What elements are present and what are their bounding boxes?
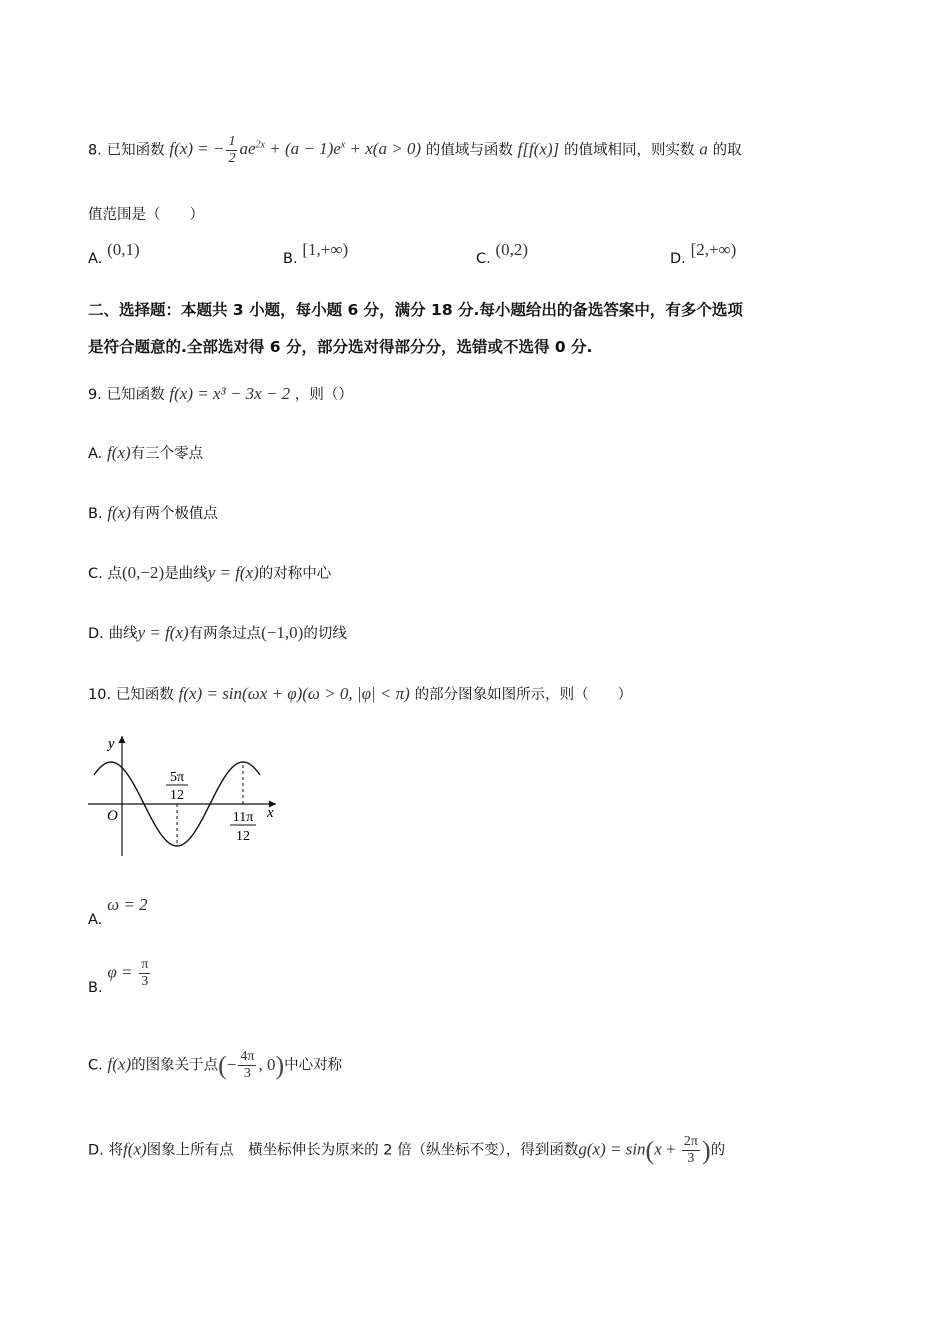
q8-mid: 的值域与函数 [425,142,513,159]
q9-option-d[interactable]: D. 曲线y = f(x)有两条过点(−1,0)的切线 [88,623,347,642]
q8-tail: 的值域相同，则实数 [564,142,695,159]
q9-option-c[interactable]: C. 点(0,−2)是曲线y = f(x)的对称中心 [88,563,332,582]
q8-end: 的取 [712,142,742,159]
q8-option-d[interactable]: D. [2,+∞) [670,240,737,267]
q10-stem: 10. 已知函数 f(x) = sin(ωx + φ)(ω > 0, |φ| < π) 的部分图象如图所示，则（ ） [88,684,633,703]
q8-formula2: f[f(x)] [517,139,560,159]
q8-formula: f(x) = − $\frac{1}{2}$ $ae^{2x} + (a - 1)e^x + x(a > 0)$ [169,134,422,166]
q10-graph [86,730,286,860]
q10-option-a[interactable]: A. ω = 2 [88,895,148,928]
q10-formula: f(x) = sin(ωx + φ)(ω > 0, |φ| < π) [178,684,410,703]
q8-line2: 值范围是（ ） [88,207,204,223]
q9-option-b[interactable]: B. f(x)有两个极值点 [88,503,218,522]
q8-option-c[interactable]: C. (0,2) [476,240,529,267]
q8-line1 [88,135,742,166]
q8-option-b[interactable]: B. [1,+∞) [283,240,349,267]
q9-option-a[interactable]: A. f(x)有三个零点 [88,443,204,462]
tick2-den: 12 [236,829,250,844]
q10-option-c[interactable]: C. f(x)的图象关于点(− $\frac{4\pi}{3}$ , 0)中心对称 [88,1049,343,1081]
q10-option-d[interactable]: D. 将f(x)图象上所有点 横坐标伸长为原来的 2 倍（纵坐标不变），得到函数g(x) = sin(x + $\frac{2\pi}{3}$ )的 [88,1134,726,1166]
tick2-num: 11π [232,810,254,825]
q8-number: 8. [88,142,102,159]
section2-line1: 二、选择题：本题共 3 小题，每小题 6 分，满分 18 分.每小题给出的备选答案中，有多个选项 [88,301,743,319]
q8-var: a [699,139,708,159]
section2-line2: 是符合题意的.全部选对得 6 分，部分选对得部分分，选错或不选得 0 分. [88,338,593,356]
q8-option-a[interactable]: A. (0,1) [88,240,140,267]
tick1-den: 12 [170,788,184,803]
x-label: x [267,805,274,821]
q9-stem: 9. 已知函数 f(x) = x³ − 3x − 2 ，则（） [88,384,353,403]
origin-label: O [107,808,118,824]
y-label: y [108,736,115,752]
q9-formula: f(x) = x³ − 3x − 2 [169,384,291,403]
tick1-num: 5π [169,770,185,785]
q10-option-b[interactable]: B. φ = $\frac{\pi}{3}$ [88,957,149,996]
q8-lead: 已知函数 [106,142,165,159]
